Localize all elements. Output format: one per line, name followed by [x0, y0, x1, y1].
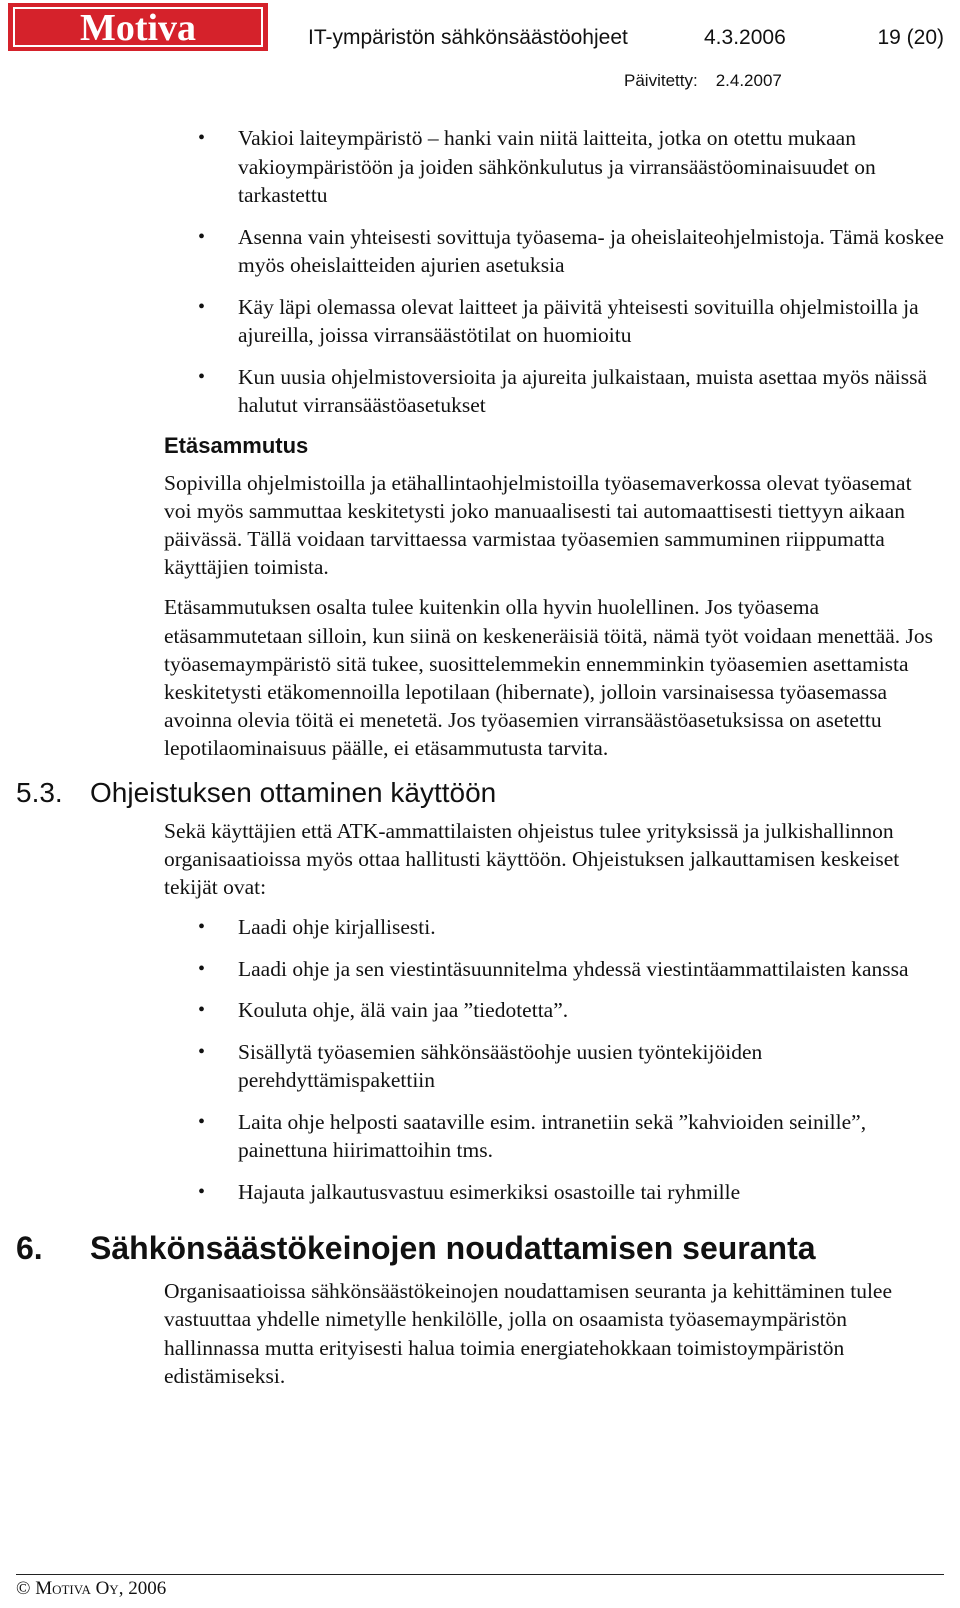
chapter-title: Sähkönsäästökeinojen noudattamisen seuranta: [90, 1230, 816, 1267]
document-title: IT-ympäristön sähkönsäästöohjeet: [308, 26, 628, 49]
top-bullet-list: [0, 124, 960, 420]
section-5-3-intro: Sekä käyttäjien että ATK-ammattilaisten ohjeistus tulee yrityksissä ja julkishallinnon organisaatioissa myös ottaa hallitusti käyttöön. Ohjeistuksen jalkauttamisen keskeiset tekijät ovat:: [164, 818, 900, 899]
list-item: • Asenna vain yhteisesti sovittuja työasema- ja oheislaiteohjelmistoja. Tämä koskee myös oheislaitteiden ajurien asetuksia: [238, 223, 950, 280]
chapter-6-heading: [16, 1230, 960, 1267]
list-item: • Laadi ohje kirjallisesti.: [238, 913, 950, 942]
list-item: • Laadi ohje ja sen viestintäsuunnitelma yhdessä viestintäammattilaisten kanssa: [238, 955, 950, 984]
list-item: • Vakioi laiteympäristö – hanki vain niitä laitteita, jotka on otettu mukaan vakioympäristöön ja joiden sähkönkulutus ja virransäästöominaisuudet on tarkastettu: [238, 124, 950, 210]
document-date: 4.3.2006: [704, 26, 786, 49]
remote-shutdown-heading: Etäsammutus: [164, 432, 309, 458]
list-item: • Sisällytä työasemien sähkönsäästöohje uusien työntekijöiden perehdyttämispakettiin: [238, 1038, 950, 1095]
list-item: • Käy läpi olemassa olevat laitteet ja päivitä yhteisesti sovituilla ohjelmistoilla ja ajureilla, joissa virransäästötilat on huomioitu: [238, 293, 950, 350]
section-title: Ohjeistuksen ottaminen käyttöön: [90, 776, 497, 808]
copyright-symbol: ©: [16, 1578, 31, 1599]
list-item: • Kun uusia ohjelmistoversioita ja ajureita julkaistaan, muista asettaa myös näissä halutut virransäästöasetukset: [238, 363, 950, 420]
updated-label: Päivitetty:: [624, 71, 698, 90]
updated-date: 2.4.2007: [715, 71, 782, 90]
page-content: [0, 124, 960, 1402]
footer-company: Motiva Oy: [35, 1578, 119, 1599]
section-5-3-heading: [16, 777, 960, 809]
remote-paragraph-1: Sopivilla ohjelmistoilla ja etähallintaohjelmistoilla työasemaverkossa olevat työasemat voi myös sammuttaa keskitetysti joko manuaalisesti tai automaattisesti tiettyyn aikaan päivässä. Tällä voidaan tarvittaessa varmistaa työasemien sammuminen riippumatta käyttäjien toimista.: [164, 470, 912, 580]
svg-text:Motiva: Motiva: [79, 7, 197, 49]
chapter-number: 6.: [16, 1230, 43, 1267]
page-footer: [16, 1578, 166, 1600]
section-5-3-bullet-list: [0, 913, 960, 1206]
footer-year: , 2006: [118, 1578, 167, 1599]
list-item: • Hajauta jalkautusvastuu esimerkiksi osastoille tai ryhmille: [238, 1178, 950, 1207]
remote-paragraph-2: Etäsammutuksen osalta tulee kuitenkin olla hyvin huolellinen. Jos työasema etäsammutetaan silloin, kun siinä on keskeneräisiä töitä, nämä työt voidaan menettää. Jos työasemaympäristö sitä tukee, suosittelemmekin ennemminkin työasemien asettamista keskitetysti etäkomennoilla lepotilaan (hibernate), jolloin varsinaisessa työasemassa avoinna olevia töitä ei menetetä. Jos työasemien virransäästöasetuksissa on asetettu lepotilaominaisuus päälle, ei etäsammutusta tarvita.: [164, 595, 934, 761]
motiva-logo: [8, 3, 268, 51]
page-header: [308, 26, 944, 50]
updated-line: [624, 71, 782, 91]
footer-divider: [16, 1574, 944, 1575]
page-number: 19 (20): [877, 26, 944, 49]
list-item: • Laita ohje helposti saataville esim. intranetiin sekä ”kahvioiden seinille”, painettuna hiirimattoihin tms.: [238, 1108, 950, 1165]
section-number: 5.3.: [16, 776, 63, 808]
chapter-6-paragraph: Organisaatioissa sähkönsäästökeinojen noudattamisen seuranta ja kehittäminen tulee vastuuttaa yhdelle nimetylle henkilölle, jolla on osaamista työasemaympäristön hallinnassa mutta erityisesti halua toimia energiatehokkaan toimistoympäristön edistämiseksi.: [164, 1279, 893, 1388]
list-item: • Kouluta ohje, älä vain jaa ”tiedotetta”.: [238, 996, 950, 1025]
